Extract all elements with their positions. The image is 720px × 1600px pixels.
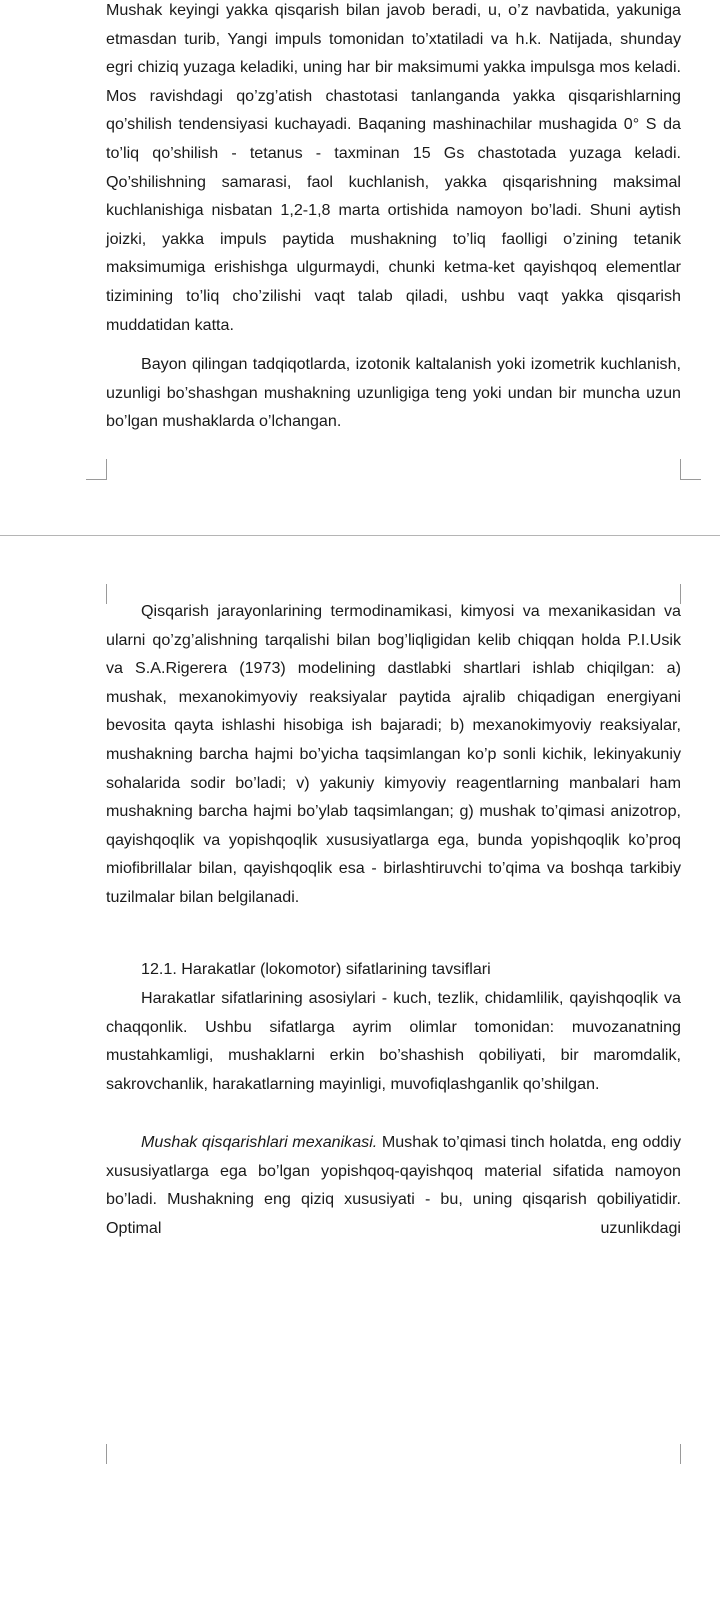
page-corner-mark [86,459,107,480]
paragraph-muscle-tetanus: Mushak keyingi yakka qisqarish bilan javob beradi, u, o’z navbatida, yakuniga etmasdan turib, Yangi impuls tomonidan to’xtatiladi va h.k. Natijada, shunday egri chiziq yuzaga keladiki, uning har bir maksimumi yakka impulsga mos keladi. Mos ravishdagi qo’zg’atish chastotasi tanlanganda yakka qisqarishlarning qo’shilish tendensiyasi kuchayadi. Baqaning mashinachilar mushagida 0° S da to’liq qo’shilish - tetanus - taxminan 15 Gs chastotada yuzaga keladi. Qo’shilishning samarasi, faol kuchlanish, yakka qisqarishning maksimal kuchlanishiga nisbatan 1,2-1,8 marta ortishida namoyon bo’ladi. Shuni aytish joizki, yakka impuls paytida mushakning to’liq faolligi o’zining tetanik maksimumiga erishishga ulgurmaydi, chunki ketma-ket qayishqoq elementlar tizimining to’liq cho’zilishi vaqt talab qiladi, ushbu vaqt yakka qisqarish muddatidan katta. [106,1,681,334]
page-corner-mark [680,584,701,604]
page-corner-mark [86,584,107,604]
paragraph-contraction-mechanics [106,1128,681,1242]
italic-lead-phrase: Mushak qisqarishlari mexanikasi. [141,1133,378,1151]
page-divider [0,535,720,536]
paragraph-body-text: Mushak to’qimasi tinch holatda, eng oddiy xususiyatlarga ega bo’lgan yopishqoq-qayishqoq material sifatida namoyon bo’ladi. Mushakning eng qiziq xususiyati - bu, uning qisqarish qobiliyatidir. Optimal uzunlikdagi [106,1133,681,1237]
page-corner-mark [680,459,701,480]
page-corner-mark [680,1444,701,1464]
paragraph-movement-qualities: Harakatlar sifatlarining asosiylari - kuch, tezlik, chidamlilik, qayishqoqlik va chaqqonlik. Ushbu sifatlarga ayrim olimlar tomonidan: muvozanatning mustahkamligi, mushaklarni erkin bo’shashish qobiliyati, bir maromdalik, sakrovchanlik, harakatlarning mayinligi, muvofiqlashganlik qo’shilgan. [106,989,681,1093]
section-heading: 12.1. Harakatlar (lokomotor) sifatlarining tavsiflari [141,960,491,978]
paragraph-measurement-note: Bayon qilingan tadqiqotlarda, izotonik kaltalanish yoki izometrik kuchlanish, uzunligi bo’shashgan mushakning uzunligiga teng yoki undan bir muncha uzun bo’lgan mushaklarda o’lchangan. [106,355,681,431]
paragraph-model-conditions: Qisqarish jarayonlarining termodinamikasi, kimyosi va mexanikasidan va ularni qo’zg’alishning tarqalishi bilan bog’liqligidan kelib chiqqan holda P.I.Usik va S.A.Rigerera (1973) modelining dastlabki shartlari ishlab chiqilgan: a) mushak, mexanokimyoviy reaksiyalar paytida ajralib chiqadigan energiyani bevosita qayta ishlashi hisobiga ish bajaradi; b) mexanokimyoviy reaksiyalar, mushakning barcha hajmi bo’yicha taqsimlangan ko’p sonli kichik, lekinyakuniy sohalarida sodir bo’ladi; v) yakuniy kimyoviy reagentlarning manbalari ham mushakning barcha hajmi bo’ylab taqsimlangan; g) mushak to’qimasi anizotrop, qayishqoqlik va yopishqoqlik xususiyatlarga ega, bunda yopishqoqlik ko’proq miofibrillalar bilan, qayishqoqlik esa - birlashtiruvchi to’qima va boshqa tarkibiy tuzilmalar bilan belgilanadi. [106,602,681,906]
page-corner-mark [86,1444,107,1464]
